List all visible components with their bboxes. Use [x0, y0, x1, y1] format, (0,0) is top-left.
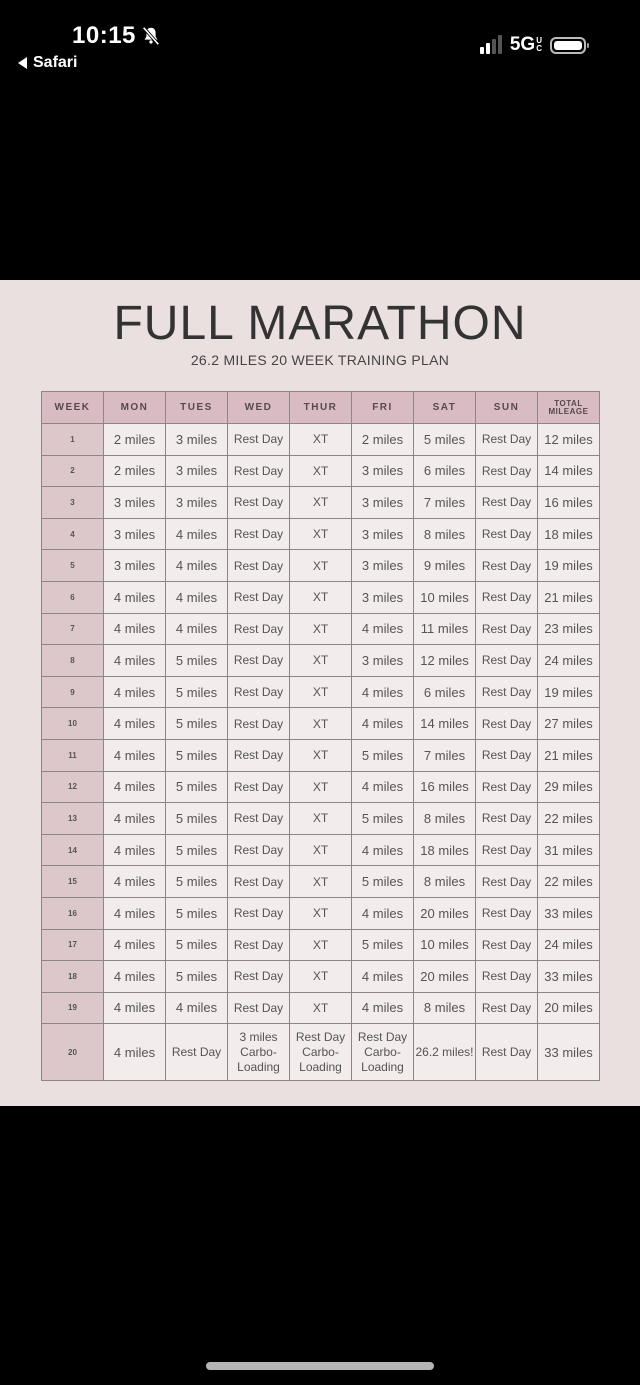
cell-wed: Rest Day [228, 866, 290, 898]
cell-sat: 16 miles [414, 771, 476, 803]
back-arrow-icon [18, 57, 27, 69]
cell-mon: 4 miles [104, 803, 166, 835]
cell-tues: 5 miles [166, 866, 228, 898]
cell-fri: 4 miles [352, 708, 414, 740]
cell-fri: 4 miles [352, 771, 414, 803]
table-row [42, 613, 600, 645]
cell-week: 20 [42, 1024, 104, 1081]
time-text: 10:15 [72, 22, 136, 49]
cell-fri: 5 miles [352, 929, 414, 961]
cell-wed: Rest Day [228, 739, 290, 771]
cell-fri: 5 miles [352, 739, 414, 771]
cell-fri: Rest Day Carbo-Loading [352, 1024, 414, 1081]
table-row [42, 961, 600, 993]
cell-mon: 4 miles [104, 1024, 166, 1081]
cell-fri: 4 miles [352, 613, 414, 645]
cell-wed: Rest Day [228, 834, 290, 866]
cell-wed: Rest Day [228, 992, 290, 1024]
cell-sat: 10 miles [414, 929, 476, 961]
cell-tues: 5 miles [166, 897, 228, 929]
table-row [42, 645, 600, 677]
cell-wed: Rest Day [228, 708, 290, 740]
cell-sat: 10 miles [414, 581, 476, 613]
cell-tues: 5 miles [166, 739, 228, 771]
cell-tues: 5 miles [166, 708, 228, 740]
cell-sun: Rest Day [476, 771, 538, 803]
cell-week: 19 [42, 992, 104, 1024]
cell-thur: XT [290, 676, 352, 708]
plan-subtitle: 26.2 MILES 20 WEEK TRAINING PLAN [190, 352, 450, 368]
cell-fri: 3 miles [352, 518, 414, 550]
network-indicator [510, 34, 542, 56]
clock [72, 22, 162, 50]
cell-mon: 2 miles [104, 455, 166, 487]
table-row [42, 866, 600, 898]
header-tues: TUES [166, 392, 228, 424]
cell-total: 33 miles [538, 961, 600, 993]
cell-tues: Rest Day [166, 1024, 228, 1081]
cell-mon: 4 miles [104, 929, 166, 961]
cell-total: 14 miles [538, 455, 600, 487]
cell-thur: Rest Day Carbo-Loading [290, 1024, 352, 1081]
cell-week: 4 [42, 518, 104, 550]
header-total-mileage: TOTAL MILEAGE [538, 392, 600, 424]
cell-sat: 8 miles [414, 803, 476, 835]
cell-tues: 3 miles [166, 487, 228, 519]
cell-mon: 4 miles [104, 645, 166, 677]
cell-wed: Rest Day [228, 487, 290, 519]
cell-week: 11 [42, 739, 104, 771]
cell-week: 8 [42, 645, 104, 677]
cell-wed: Rest Day [228, 550, 290, 582]
cell-total: 22 miles [538, 866, 600, 898]
cell-thur: XT [290, 487, 352, 519]
table-row [42, 929, 600, 961]
cell-fri: 3 miles [352, 487, 414, 519]
cell-mon: 3 miles [104, 550, 166, 582]
cell-sun: Rest Day [476, 550, 538, 582]
cell-thur: XT [290, 771, 352, 803]
network-suffix: U C [536, 36, 542, 53]
cell-sat: 18 miles [414, 834, 476, 866]
training-plan-table [41, 391, 600, 1081]
cell-week: 1 [42, 424, 104, 456]
cell-sun: Rest Day [476, 739, 538, 771]
cell-fri: 4 miles [352, 834, 414, 866]
cell-week: 7 [42, 613, 104, 645]
cell-thur: XT [290, 803, 352, 835]
cell-tues: 5 miles [166, 929, 228, 961]
cell-tues: 4 miles [166, 518, 228, 550]
cell-sun: Rest Day [476, 803, 538, 835]
cell-tues: 3 miles [166, 455, 228, 487]
cell-total: 24 miles [538, 645, 600, 677]
table-row [42, 581, 600, 613]
cell-week: 9 [42, 676, 104, 708]
cell-week: 18 [42, 961, 104, 993]
cell-fri: 5 miles [352, 866, 414, 898]
cell-tues: 4 miles [166, 581, 228, 613]
cell-week: 3 [42, 487, 104, 519]
cell-total: 33 miles [538, 1024, 600, 1081]
cell-thur: XT [290, 424, 352, 456]
table-row [42, 739, 600, 771]
cell-fri: 2 miles [352, 424, 414, 456]
cell-sun: Rest Day [476, 1024, 538, 1081]
cell-week: 15 [42, 866, 104, 898]
cell-fri: 3 miles [352, 581, 414, 613]
cell-thur: XT [290, 455, 352, 487]
table-row [42, 518, 600, 550]
cell-week: 6 [42, 581, 104, 613]
cell-sat: 8 miles [414, 992, 476, 1024]
cell-wed: Rest Day [228, 771, 290, 803]
table-row [42, 1024, 600, 1081]
cell-sun: Rest Day [476, 866, 538, 898]
cell-sun: Rest Day [476, 929, 538, 961]
cell-thur: XT [290, 834, 352, 866]
table-row [42, 803, 600, 835]
header-wed: WED [228, 392, 290, 424]
cell-thur: XT [290, 992, 352, 1024]
cell-week: 5 [42, 550, 104, 582]
cell-sat: 6 miles [414, 676, 476, 708]
cell-total: 12 miles [538, 424, 600, 456]
header-sun: SUN [476, 392, 538, 424]
table-header-row [42, 392, 600, 424]
table-body [42, 424, 600, 1081]
cell-total: 33 miles [538, 897, 600, 929]
battery-full-icon [550, 37, 586, 54]
cell-wed: Rest Day [228, 929, 290, 961]
cell-mon: 4 miles [104, 992, 166, 1024]
header-mon: MON [104, 392, 166, 424]
cell-sat: 8 miles [414, 518, 476, 550]
network-label: 5G [509, 34, 536, 55]
cell-mon: 4 miles [104, 771, 166, 803]
cell-total: 23 miles [538, 613, 600, 645]
cell-tues: 5 miles [166, 803, 228, 835]
cell-sun: Rest Day [476, 992, 538, 1024]
table-row [42, 487, 600, 519]
cell-tues: 4 miles [166, 550, 228, 582]
cell-total: 20 miles [538, 992, 600, 1024]
cell-tues: 3 miles [166, 424, 228, 456]
cell-sun: Rest Day [476, 487, 538, 519]
training-plan-image [0, 280, 640, 1106]
table-row [42, 834, 600, 866]
cell-total: 18 miles [538, 518, 600, 550]
cell-thur: XT [290, 645, 352, 677]
table-row [42, 424, 600, 456]
cell-week: 17 [42, 929, 104, 961]
cell-total: 31 miles [538, 834, 600, 866]
cell-sun: Rest Day [476, 581, 538, 613]
cell-fri: 3 miles [352, 455, 414, 487]
cell-total: 22 miles [538, 803, 600, 835]
cell-sat: 7 miles [414, 487, 476, 519]
cell-mon: 4 miles [104, 613, 166, 645]
back-to-safari-button[interactable] [18, 54, 77, 72]
cell-tues: 4 miles [166, 992, 228, 1024]
cell-week: 10 [42, 708, 104, 740]
cell-wed: 3 miles Carbo-Loading [228, 1024, 290, 1081]
cell-total: 24 miles [538, 929, 600, 961]
cell-sat: 26.2 miles! [414, 1024, 476, 1081]
cell-week: 13 [42, 803, 104, 835]
cell-sun: Rest Day [476, 897, 538, 929]
cell-tues: 5 miles [166, 834, 228, 866]
cell-wed: Rest Day [228, 645, 290, 677]
cell-wed: Rest Day [228, 518, 290, 550]
cell-sun: Rest Day [476, 645, 538, 677]
cell-thur: XT [290, 518, 352, 550]
cell-sun: Rest Day [476, 834, 538, 866]
cell-sat: 14 miles [414, 708, 476, 740]
system-indicators [480, 34, 586, 56]
cell-week: 2 [42, 455, 104, 487]
cell-total: 27 miles [538, 708, 600, 740]
table-row [42, 771, 600, 803]
table-row [42, 992, 600, 1024]
cell-thur: XT [290, 613, 352, 645]
signal-strength-icon [480, 36, 502, 54]
cell-thur: XT [290, 581, 352, 613]
cell-wed: Rest Day [228, 455, 290, 487]
cell-wed: Rest Day [228, 424, 290, 456]
header-week: WEEK [42, 392, 104, 424]
cell-total: 19 miles [538, 550, 600, 582]
cell-wed: Rest Day [228, 613, 290, 645]
cell-mon: 4 miles [104, 708, 166, 740]
plan-title: FULL MARATHON [113, 297, 527, 350]
cell-fri: 5 miles [352, 803, 414, 835]
cell-sat: 9 miles [414, 550, 476, 582]
cell-thur: XT [290, 739, 352, 771]
back-app-label: Safari [33, 54, 78, 71]
cell-thur: XT [290, 961, 352, 993]
cell-thur: XT [290, 897, 352, 929]
cell-thur: XT [290, 929, 352, 961]
cell-mon: 4 miles [104, 739, 166, 771]
cell-week: 16 [42, 897, 104, 929]
cell-fri: 4 miles [352, 992, 414, 1024]
cell-fri: 3 miles [352, 645, 414, 677]
cell-sat: 12 miles [414, 645, 476, 677]
cell-sat: 20 miles [414, 961, 476, 993]
cell-wed: Rest Day [228, 803, 290, 835]
cell-sun: Rest Day [476, 518, 538, 550]
table-row [42, 676, 600, 708]
bell-slash-icon [140, 25, 162, 47]
cell-thur: XT [290, 866, 352, 898]
table-row [42, 708, 600, 740]
cell-wed: Rest Day [228, 676, 290, 708]
header-thur: THUR [290, 392, 352, 424]
cell-sat: 5 miles [414, 424, 476, 456]
cell-tues: 5 miles [166, 645, 228, 677]
table-row [42, 550, 600, 582]
cell-sat: 7 miles [414, 739, 476, 771]
cell-sun: Rest Day [476, 676, 538, 708]
cell-total: 29 miles [538, 771, 600, 803]
cell-fri: 4 miles [352, 897, 414, 929]
cell-wed: Rest Day [228, 581, 290, 613]
cell-mon: 4 miles [104, 581, 166, 613]
header-sat: SAT [414, 392, 476, 424]
cell-fri: 3 miles [352, 550, 414, 582]
cell-sun: Rest Day [476, 708, 538, 740]
cell-tues: 5 miles [166, 771, 228, 803]
cell-sun: Rest Day [476, 424, 538, 456]
table-row [42, 455, 600, 487]
cell-mon: 4 miles [104, 866, 166, 898]
cell-wed: Rest Day [228, 961, 290, 993]
cell-mon: 3 miles [104, 518, 166, 550]
cell-week: 12 [42, 771, 104, 803]
cell-tues: 5 miles [166, 676, 228, 708]
cell-fri: 4 miles [352, 676, 414, 708]
cell-week: 14 [42, 834, 104, 866]
cell-sat: 20 miles [414, 897, 476, 929]
home-indicator[interactable] [206, 1362, 434, 1370]
cell-fri: 4 miles [352, 961, 414, 993]
cell-sun: Rest Day [476, 961, 538, 993]
cell-thur: XT [290, 550, 352, 582]
cell-total: 21 miles [538, 739, 600, 771]
cell-wed: Rest Day [228, 897, 290, 929]
cell-sat: 6 miles [414, 455, 476, 487]
cell-mon: 3 miles [104, 487, 166, 519]
cell-tues: 4 miles [166, 613, 228, 645]
cell-total: 19 miles [538, 676, 600, 708]
status-bar [0, 0, 640, 90]
cell-total: 21 miles [538, 581, 600, 613]
cell-tues: 5 miles [166, 961, 228, 993]
cell-sun: Rest Day [476, 613, 538, 645]
cell-sun: Rest Day [476, 455, 538, 487]
header-fri: FRI [352, 392, 414, 424]
table-row [42, 897, 600, 929]
cell-sat: 8 miles [414, 866, 476, 898]
cell-mon: 4 miles [104, 961, 166, 993]
cell-mon: 4 miles [104, 834, 166, 866]
cell-mon: 4 miles [104, 676, 166, 708]
cell-mon: 2 miles [104, 424, 166, 456]
cell-mon: 4 miles [104, 897, 166, 929]
cell-sat: 11 miles [414, 613, 476, 645]
cell-total: 16 miles [538, 487, 600, 519]
cell-thur: XT [290, 708, 352, 740]
